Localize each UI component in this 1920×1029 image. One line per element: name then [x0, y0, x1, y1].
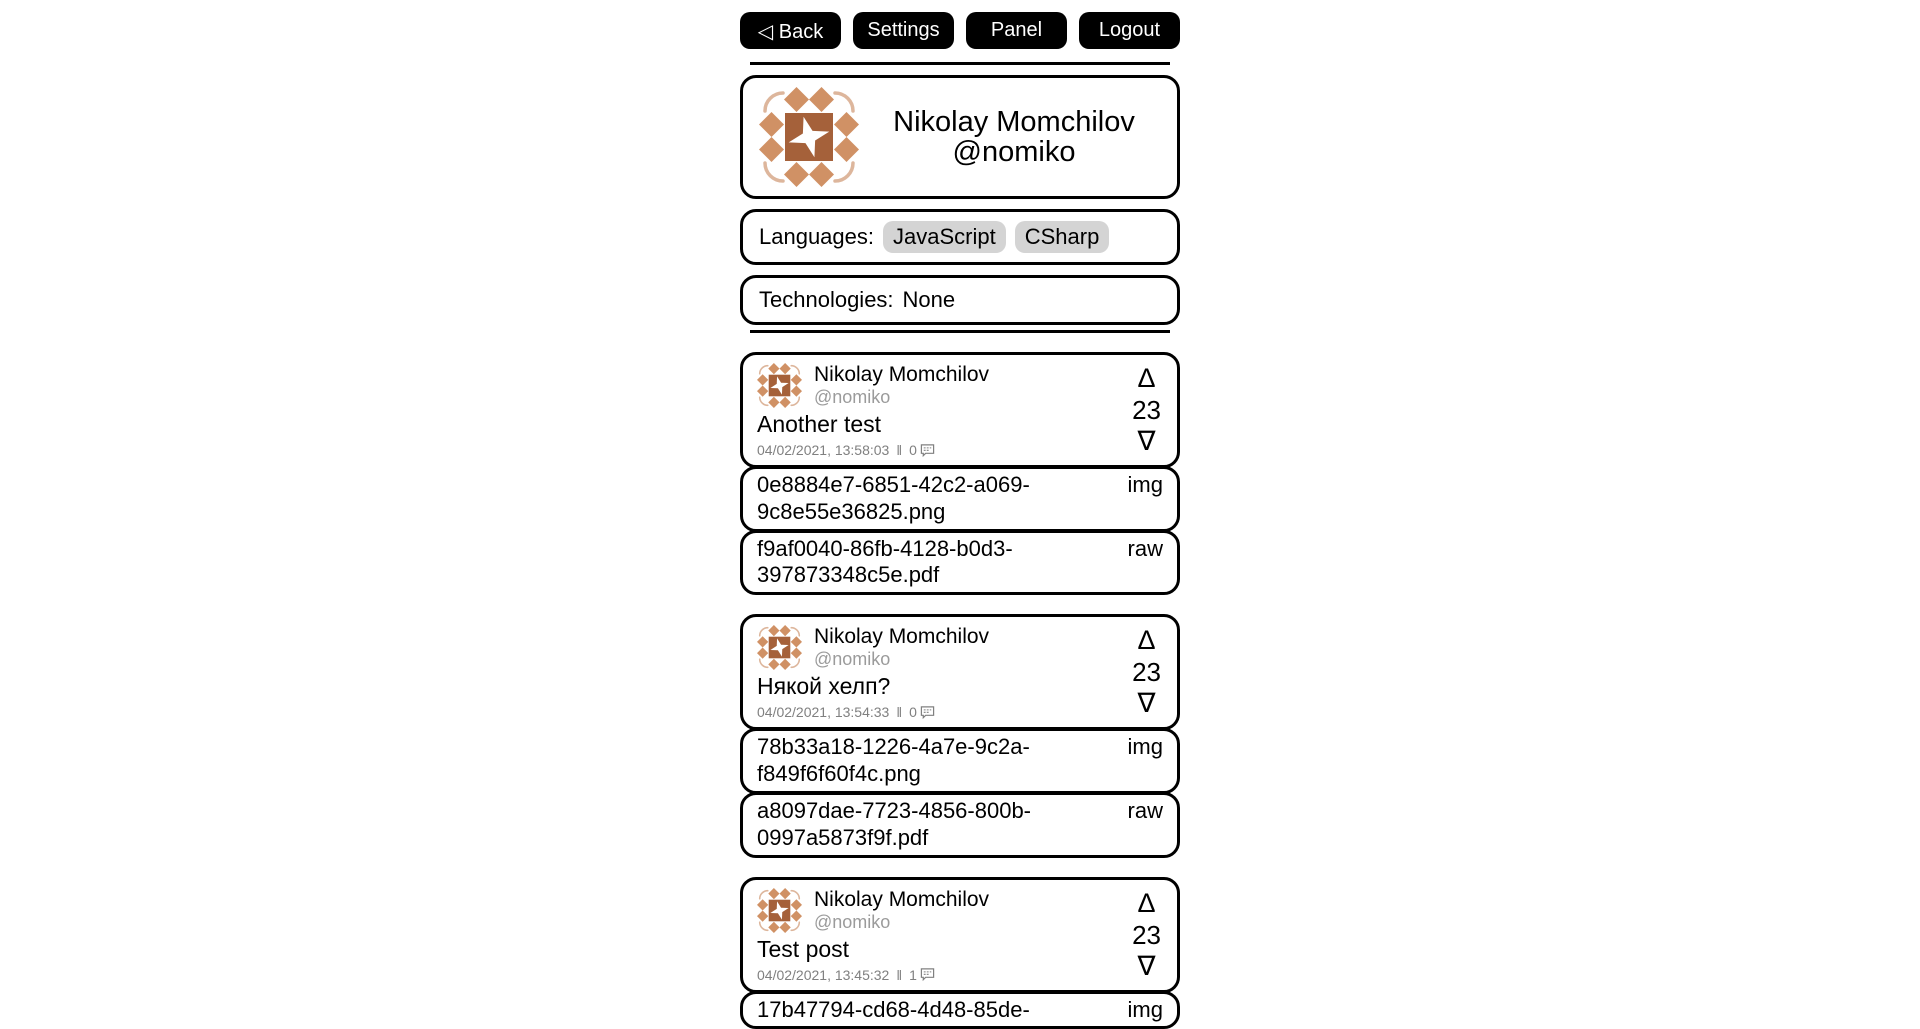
attachment-card[interactable] [740, 728, 1180, 794]
post-group [740, 352, 1180, 595]
post-author-handle: @nomiko [814, 649, 891, 670]
post-author-name: Nikolay Momchilov [814, 887, 990, 911]
post-group [740, 877, 1180, 1029]
vote-column [1132, 887, 1161, 981]
attachment-card[interactable] [740, 530, 1180, 596]
post-author-avatar-identicon [757, 363, 802, 408]
vote-count: 23 [1132, 395, 1161, 425]
technologies-card [740, 275, 1180, 325]
attachment-type-badge: raw [1127, 797, 1163, 823]
post-card[interactable] [740, 614, 1180, 730]
post-comments [909, 704, 935, 720]
attachments-list [740, 466, 1180, 595]
divider [750, 62, 1170, 65]
upvote-button[interactable]: Δ [1137, 625, 1156, 656]
speech-bubble-icon [920, 705, 935, 720]
attachment-filename: f9af0040-86fb-4128-b0d3-397873348c5e.pdf [757, 535, 1013, 588]
back-button[interactable]: ◁ Back [740, 12, 841, 49]
technologies-label: Technologies: [759, 287, 894, 312]
meta-separator: ‖ [896, 704, 903, 721]
profile-page [740, 0, 1180, 1029]
upvote-button[interactable]: Δ [1137, 887, 1156, 918]
profile-avatar-identicon [759, 87, 859, 187]
post-title: Another test [757, 411, 882, 437]
post-timestamp: 04/02/2021, 13:45:32 [757, 966, 890, 983]
post-comments [909, 967, 935, 983]
languages-card [740, 209, 1180, 265]
post-comments [909, 442, 935, 458]
post-card[interactable] [740, 877, 1180, 993]
post-header [757, 363, 1163, 408]
downvote-button[interactable]: ∇ [1137, 688, 1156, 719]
vote-column [1132, 627, 1161, 717]
post-meta [757, 967, 1163, 983]
attachment-type-badge: raw [1127, 535, 1163, 561]
speech-bubble-icon [920, 443, 935, 458]
post-header [757, 625, 1163, 670]
post-author-block [814, 888, 989, 933]
post-author-name: Nikolay Momchilov [814, 625, 990, 649]
attachments-list [740, 991, 1180, 1029]
divider [750, 330, 1170, 333]
attachment-filename: 0e8884e7-6851-42c2-a069-9c8e55e36825.png [757, 472, 1030, 524]
post-comment-count: 0 [909, 704, 917, 721]
post-meta [757, 442, 1163, 458]
post-card[interactable] [740, 352, 1180, 468]
profile-card [740, 75, 1180, 199]
post-meta [757, 704, 1163, 720]
posts-list [740, 352, 1180, 1029]
attachment-type-badge: img [1127, 734, 1163, 760]
post-author-avatar-identicon [757, 888, 802, 933]
technologies-value: None [902, 287, 956, 312]
post-author-name: Nikolay Momchilov [814, 363, 990, 386]
attachment-filename: 17b47794-cd68-4d48-85de- [757, 996, 1030, 1022]
post-author-avatar-identicon [757, 625, 802, 670]
post-comment-count: 1 [909, 966, 917, 983]
settings-button[interactable]: Settings [853, 12, 954, 49]
post-title: Test post [757, 935, 850, 962]
post-title: Някой хелп? [757, 673, 891, 700]
attachment-type-badge: img [1127, 996, 1163, 1022]
profile-names [867, 107, 1161, 168]
vote-count: 23 [1132, 657, 1161, 688]
profile-name: Nikolay Momchilov [893, 105, 1135, 138]
top-nav [740, 12, 1180, 49]
attachment-card[interactable] [740, 792, 1180, 858]
speech-bubble-icon [920, 967, 935, 982]
post-author-handle: @nomiko [814, 387, 891, 408]
languages-label: Languages: [759, 224, 874, 249]
language-tag-csharp: CSharp [1015, 221, 1110, 253]
panel-button[interactable]: Panel [966, 12, 1067, 49]
post-group [740, 614, 1180, 857]
profile-handle: @nomiko [952, 136, 1076, 168]
post-author-handle: @nomiko [814, 911, 891, 932]
meta-separator: ‖ [896, 966, 903, 983]
upvote-button[interactable]: Δ [1137, 363, 1156, 393]
vote-column [1132, 365, 1161, 455]
post-author-block [814, 363, 989, 408]
attachment-filename: a8097dae-7723-4856-800b-0997a5873f9f.pdf [757, 797, 1032, 850]
post-header [757, 888, 1163, 933]
attachment-card[interactable] [740, 466, 1180, 532]
downvote-button[interactable]: ∇ [1137, 950, 1156, 981]
post-timestamp: 04/02/2021, 13:54:33 [757, 704, 890, 721]
post-timestamp: 04/02/2021, 13:58:03 [757, 442, 890, 458]
post-author-block [814, 625, 989, 670]
attachment-type-badge: img [1127, 472, 1163, 497]
attachments-list [740, 728, 1180, 857]
attachment-card[interactable] [740, 991, 1180, 1029]
post-comment-count: 0 [909, 442, 917, 458]
attachment-filename: 78b33a18-1226-4a7e-9c2a-f849f6f60f4c.png [757, 734, 1030, 787]
downvote-button[interactable]: ∇ [1137, 426, 1156, 456]
logout-button[interactable]: Logout [1079, 12, 1180, 49]
language-tag-javascript: JavaScript [883, 221, 1006, 253]
meta-separator: ‖ [896, 442, 903, 458]
vote-count: 23 [1132, 919, 1161, 950]
